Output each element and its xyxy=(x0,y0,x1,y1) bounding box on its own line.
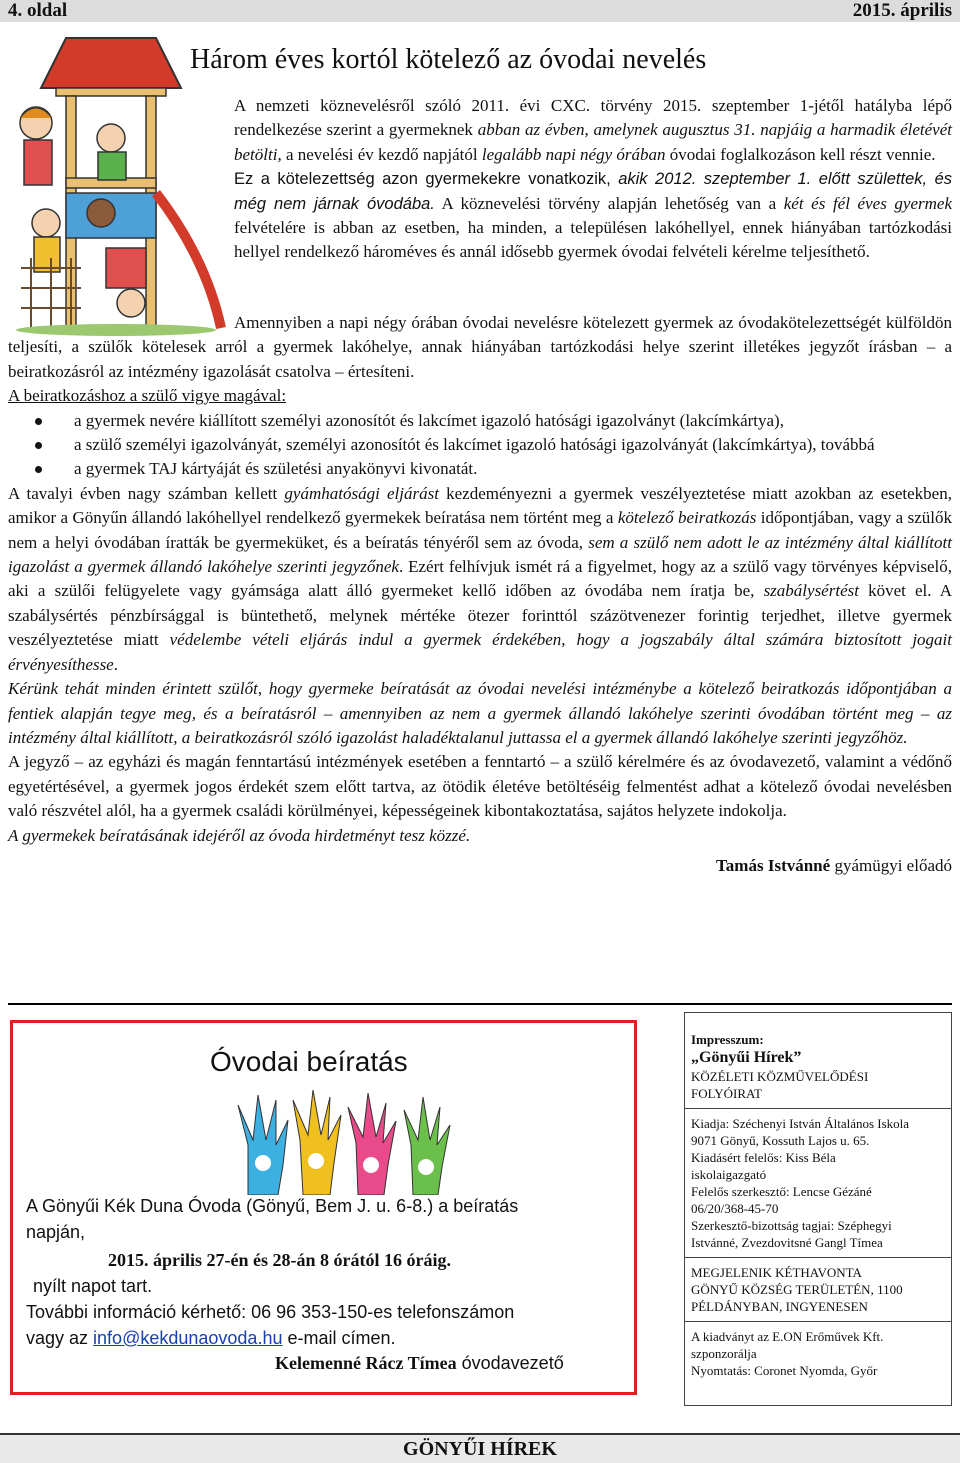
announcement-dates: 2015. április 27-én és 28-án 8 órától 16 óráig. xyxy=(108,1250,451,1270)
announcement-contact: vagy az info@kekdunaovoda.hu e-mail címen. xyxy=(26,1328,396,1348)
announcement-title: Óvodai beíratás xyxy=(210,1046,408,1077)
impressum-line: Kiadásért felelős: Kiss Béla xyxy=(691,1150,836,1165)
intro-paragraph-2: Ez a kötelezettség azon gyermekekre vonatkozik, akik 2012. szeptember 1. előtt születtek, és még nem járnak óvodába. A köznevelési törvény alapján lehetőség van a két és fél éves gyermek felvételére is abban az esetben, ha minden, a településen lakóhellyel, ennek hiányában tartózkodási hellyel rendelkező hároméves és annál idősebb gyermek óvodai felvételi kérelme teljesíthető. xyxy=(234,170,953,262)
impressum-line: PÉLDÁNYBAN, INGYENESEN xyxy=(691,1299,868,1314)
publication-subtitle: FOLYÓIRAT xyxy=(691,1086,762,1101)
impressum-line: iskolaigazgató xyxy=(691,1167,767,1182)
announcement-line: További információ kérhető: 06 96 353-150-es telefonszámon xyxy=(26,1302,515,1322)
intro-text xyxy=(234,94,952,265)
announcement-line: nyílt napot tart. xyxy=(33,1276,153,1296)
announcement-signature: Kelemenné Rácz Tímea óvodavezető xyxy=(275,1353,564,1373)
list-item: a gyermek TAJ kártyáját és születési anyakönyvi kivonatát. xyxy=(8,457,952,481)
article-body xyxy=(8,311,952,878)
children-playhouse-illustration xyxy=(6,28,231,340)
paragraph-notice: A gyermekek beíratásának idejéről az óvoda hirdetményt tesz közzé. xyxy=(8,825,471,845)
paragraph-authority: A tavalyi évben nagy számban kellett gyámhatósági eljárást kezdeményezni a gyermek veszélyeztetése miatt azokban az esetekben, amikor a Gönyűn állandó lakóhellyel rendelkező gyermekek beíratása nem történt meg a kötelező beiratkozás időpontjában, vagy a szülők nem a helyi óvodában íratták be gyermeküket, és a beíratás tényéről sem az óvoda, sem a szülő nem adott le az intézmény által kiállított igazolást a gyermek állandó lakóhelye szerinti jegyzőnek. Ezért felhívjuk ismét rá a figyelmet, hogy az a szülő vagy törvényes képviselő, aki a szülői felügyelete vagy gyámsága alatt álló gyermeket kellő időben az óvodába nem íratja be, szabálysértést követ el. A szabálysértés pénzbírsággal is büntethető, melynek mértéke ötezer forinttól százötvenezer forintig terjedhet, illetve gyermek veszélyeztetése miatt védelembe vételi eljárás indul a gyermek érdekében, hogy a jogszabály által számára biztosított jogait érvényesíthesse. xyxy=(8,483,952,674)
impressum-line: 9071 Gönyű, Kossuth Lajos u. 65. xyxy=(691,1133,870,1148)
impressum-line: MEGJELENIK KÉTHAVONTA xyxy=(691,1265,862,1280)
publication-subtitle: KÖZÉLETI KÖZMŰVELŐDÉSI xyxy=(691,1069,869,1084)
article-signature: Tamás Istvánné gyámügyi előadó xyxy=(716,855,952,875)
list-item: a gyermek nevére kiállított személyi azonosítót és lakcímet igazoló hatósági igazolványt (lakcímkártya), xyxy=(8,409,952,433)
page-footer xyxy=(0,1433,960,1463)
impressum-line: Kiadja: Széchenyi István Általános Iskola xyxy=(691,1116,910,1131)
impressum-line: Felelős szerkesztő: Lencse Gézáné xyxy=(691,1184,872,1199)
impressum-heading: Impresszum: xyxy=(691,1032,764,1047)
footer-title: GÖNYŰI HÍREK xyxy=(403,1438,557,1460)
article-title: Három éves kortól kötelező az óvodai nevelés xyxy=(190,44,707,75)
issue-date: 2015. április xyxy=(852,0,952,21)
impressum-line: A kiadványt az E.ON Erőművek Kft. xyxy=(691,1329,884,1344)
impressum-line: Istvánné, Zvezdovitsné Gangl Tímea xyxy=(691,1235,883,1250)
impressum-box xyxy=(684,1012,952,1406)
page-header xyxy=(0,0,960,22)
divider xyxy=(685,1321,951,1322)
publication-title: „Gönyűi Hírek” xyxy=(691,1049,802,1066)
intro-paragraph-1: A nemzeti köznevelésről szóló 2011. évi CXC. törvény 2015. szeptember 1-jétől hatályba lépő rendelkezése szerint a gyermeknek abban az évben, amelynek augusztus 31. napjáig a harmadik életévét betölti, a nevelési év kezdő napjától legalább napi négy órában óvodai foglalkozáson kell részt vennie. xyxy=(234,96,952,164)
announcement-line: napján, xyxy=(26,1222,86,1242)
email-link[interactable]: info@kekdunaovoda.hu xyxy=(93,1328,283,1348)
paragraph-request: Kérünk tehát minden érintett szülőt, hogy gyermeke beíratását az óvodai nevelési intézménybe a kötelező beiratkozás időpontjában a fentiek alapján tegye meg, és a beíratásról – amennyiben az nem a gyermek állandó lakóhelye szerinti óvodában történt meg – az intézmény által kiállított, a beiratkozásról szóló igazolást haladéktalanul juttassa el a gyermek állandó lakóhelye szerinti jegyzőhöz. xyxy=(8,679,952,747)
impressum-line: Szerkesztő-bizottság tagjai: Széphegyi xyxy=(691,1218,892,1233)
paragraph-abroad: Amennyiben a napi négy órában óvodai nevelésre kötelezett gyermek az óvodakötelezettségét külföldön teljesíti, a szülők kötelesek arról a gyermek lakóhelye, annak hiányában tartózkodási helye szerint illetékes jegyzőt írásban – a beiratkozásról az intézmény igazolását csatolva – értesíteni. xyxy=(8,313,952,381)
section-divider xyxy=(8,1003,952,1005)
impressum-line: szponzorálja xyxy=(691,1346,757,1361)
list-title: A beiratkozáshoz a szülő vigye magával: xyxy=(8,386,287,406)
divider xyxy=(685,1108,951,1109)
divider xyxy=(685,1257,951,1258)
page-number: 4. oldal xyxy=(8,0,68,21)
announcement-line: A Gönyűi Kék Duna Óvoda (Gönyű, Bem J. u. 6-8.) a beíratás xyxy=(26,1196,519,1216)
list-item: a szülő személyi igazolványát, személyi azonosítót és lakcímet igazoló hatósági igazolványát (lakcímkártya), továbbá xyxy=(8,433,952,457)
impressum-line: Nyomtatás: Coronet Nyomda, Győr xyxy=(691,1363,878,1378)
impressum-line: 06/20/368-45-70 xyxy=(691,1201,779,1216)
enrollment-announcement-box xyxy=(10,1020,637,1395)
impressum-line: GÖNYŰ KÖZSÉG TERÜLETÉN, 1100 xyxy=(691,1282,903,1297)
paragraph-exemption: A jegyző – az egyházi és magán fenntartású intézmények esetében a fenntartó – a szülő kérelmére és az óvodavezető, valamint a védőnő egyetértésével, a gyermek jogos érdekét szem előtt tartva, az ötödik életéve betöltéséig felmentést adhat a kötelező óvodai nevelésben való részvétel alól, ha a gyermek családi körülményei, képességeinek kibontakoztatása, sajátos helyzete indokolja. xyxy=(8,752,952,821)
painted-hands-illustration xyxy=(208,1085,478,1195)
document-list xyxy=(8,409,952,482)
